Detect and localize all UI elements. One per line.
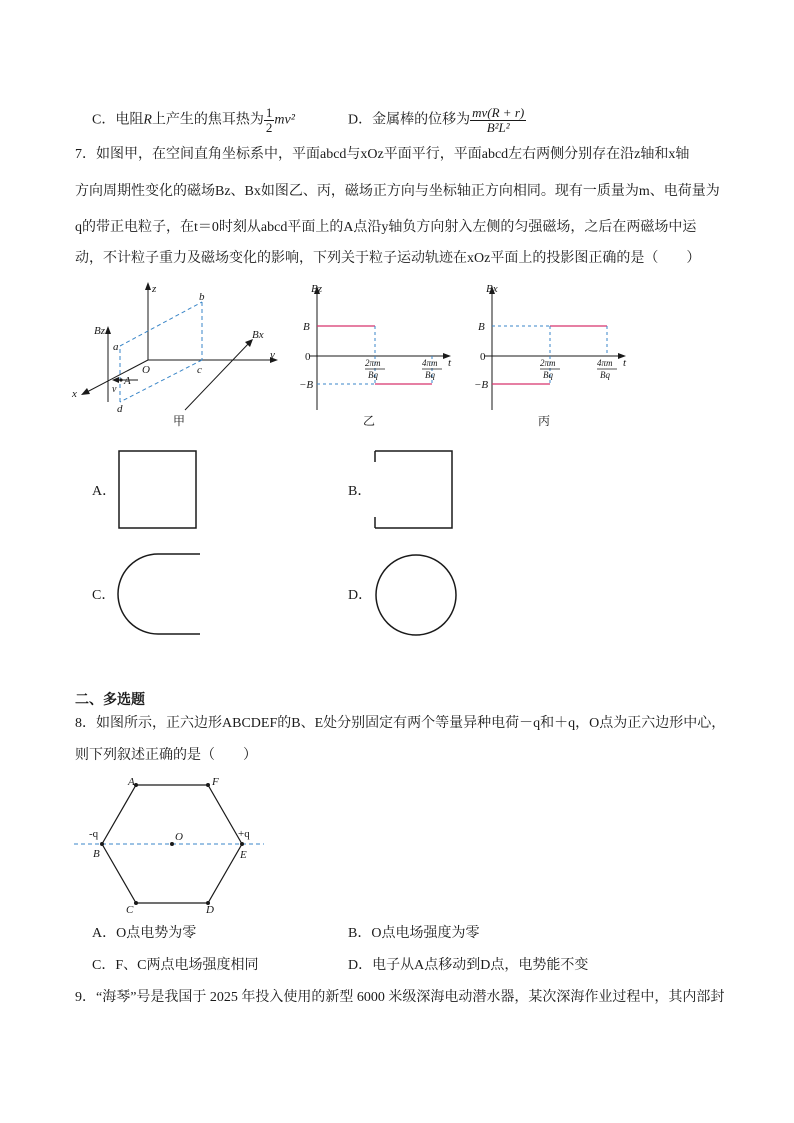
label-hex-e: E <box>240 849 247 861</box>
q8-option-c: C．F、C两点电场强度相同 <box>92 958 259 973</box>
label-pos-charge: +q <box>238 828 250 840</box>
fraction-displacement: $\frac{mv(R + r)}{\text{B²L²}}$ <box>472 105 525 135</box>
yi-tick-b: B <box>303 321 310 333</box>
label-origin: O <box>142 364 150 376</box>
q9-line-1: 9．“海琴”号是我国于 2025 年投入使用的新型 6000 米级深海电动潜水器，某次深海作业过程中，其内部封 <box>75 990 725 1005</box>
bing-tick-negb: −B <box>474 379 489 391</box>
label-bx: Bx <box>252 329 264 341</box>
q7-option-c-label: C． <box>92 588 116 603</box>
caption-bing: 丙 <box>538 414 551 428</box>
bing-t1-num: 2πm <box>540 358 556 368</box>
label-a: a <box>113 341 119 353</box>
q7-option-b-label: B． <box>348 484 372 499</box>
bing-t2-den: Bq <box>600 370 610 380</box>
q7-option-a-label: A． <box>92 484 117 499</box>
q7-option-d-label: D． <box>348 588 373 603</box>
bing-axis-label: Bx <box>486 283 498 295</box>
q8-line-1: 8．如图所示，正六边形ABCDEF的B、E处分别固定有两个等量异种电荷－q和＋q，O点为正六边形中心， <box>75 716 726 731</box>
label-c: c <box>197 364 202 376</box>
q7-line-2: 方向周期性变化的磁场Bz、Bx如图乙、丙，磁场正方向与坐标轴正方向相同。现有一质量为m、电荷量为 <box>75 184 720 199</box>
q7-option-b-shape <box>373 450 455 530</box>
vertex-b <box>100 842 104 846</box>
figure-yi <box>295 280 465 430</box>
semicircle-trajectory <box>118 554 200 634</box>
label-hex-a: A <box>128 776 135 788</box>
yi-t-label: t <box>448 357 452 369</box>
caption-jia: 甲 <box>173 414 186 428</box>
vertex-f <box>206 783 210 787</box>
yi-t2-num: 4πm <box>422 358 438 368</box>
label-hex-b: B <box>93 848 100 860</box>
section-multiple-choice: 二、多选题 <box>75 691 145 707</box>
open-square-trajectory <box>375 451 452 528</box>
fraction-half: $\frac{1}{2}$ <box>265 105 273 135</box>
q7-line-1: 7．如图甲，在空间直角坐标系中，平面abcd与xOz平面平行，平面abcd左右两侧分别存在沿z轴和x轴 <box>75 147 690 162</box>
bing-t2-num: 4πm <box>597 358 613 368</box>
yi-t1-den: Bq <box>368 370 378 380</box>
q7-option-d-shape <box>373 552 459 638</box>
label-neg-charge: -q <box>89 828 99 840</box>
q8-option-d: D．电子从A点移动到D点，电势能不变 <box>348 958 589 973</box>
label-point-a: A <box>124 375 131 387</box>
center-o <box>170 842 174 846</box>
label-d: d <box>117 403 123 415</box>
vertex-e <box>240 842 244 846</box>
q6-option-c: C．电阻R上产生的焦耳热为 $\frac{1}{2}$ mv² <box>92 105 295 135</box>
bx-arrow <box>185 342 250 410</box>
yi-t2-den: Bq <box>425 370 435 380</box>
q7-option-a-shape <box>118 450 198 530</box>
bing-t1-den: Bq <box>543 370 553 380</box>
yi-axis-label: Bz <box>311 283 322 295</box>
circle-trajectory <box>376 555 456 635</box>
caption-yi: 乙 <box>363 414 376 428</box>
yi-t1-num: 2πm <box>365 358 381 368</box>
q8-line-2: 则下列叙述正确的是（ ） <box>75 748 257 763</box>
label-hex-c: C <box>126 904 134 916</box>
square-trajectory <box>119 451 196 528</box>
label-x: x <box>72 388 77 400</box>
bing-tick-b: B <box>478 321 485 333</box>
plane-abcd <box>120 302 202 402</box>
label-z: z <box>152 283 157 295</box>
label-hex-d: D <box>206 904 214 916</box>
vertex-c <box>134 901 138 905</box>
x-axis <box>85 360 148 393</box>
bing-tick-zero: 0 <box>480 351 486 363</box>
figure-bing <box>470 280 640 430</box>
yi-tick-zero: 0 <box>305 351 311 363</box>
label-bz: Bz <box>94 325 105 337</box>
label-hex-f: F <box>212 776 219 788</box>
q7-line-3: q的带正电粒子，在t＝0时刻从abcd平面上的A点沿y轴负方向射入左侧的匀强磁场，之后在两磁场中运 <box>75 220 697 235</box>
q6-option-d: D．金属棒的位移为 $\frac{mv(R + r)}{\text{B²L²}}$ <box>348 105 525 135</box>
q7-line-4: 动，不计粒子重力及磁场变化的影响，下列关于粒子运动轨迹在xOz平面上的投影图正确的是（ ） <box>75 251 701 266</box>
label-v: v <box>112 384 117 395</box>
label-hex-o: O <box>175 831 183 843</box>
figure-hexagon <box>72 775 272 915</box>
q7-option-c-shape <box>116 552 206 636</box>
yi-tick-negb: −B <box>299 379 314 391</box>
label-b: b <box>199 291 205 303</box>
figure-jia <box>70 280 290 430</box>
bing-t-label: t <box>623 357 627 369</box>
label-y: y <box>270 349 275 361</box>
q8-option-a: A．O点电势为零 <box>92 926 197 941</box>
point-a <box>119 378 122 381</box>
q8-option-b: B．O点电场强度为零 <box>348 926 480 941</box>
